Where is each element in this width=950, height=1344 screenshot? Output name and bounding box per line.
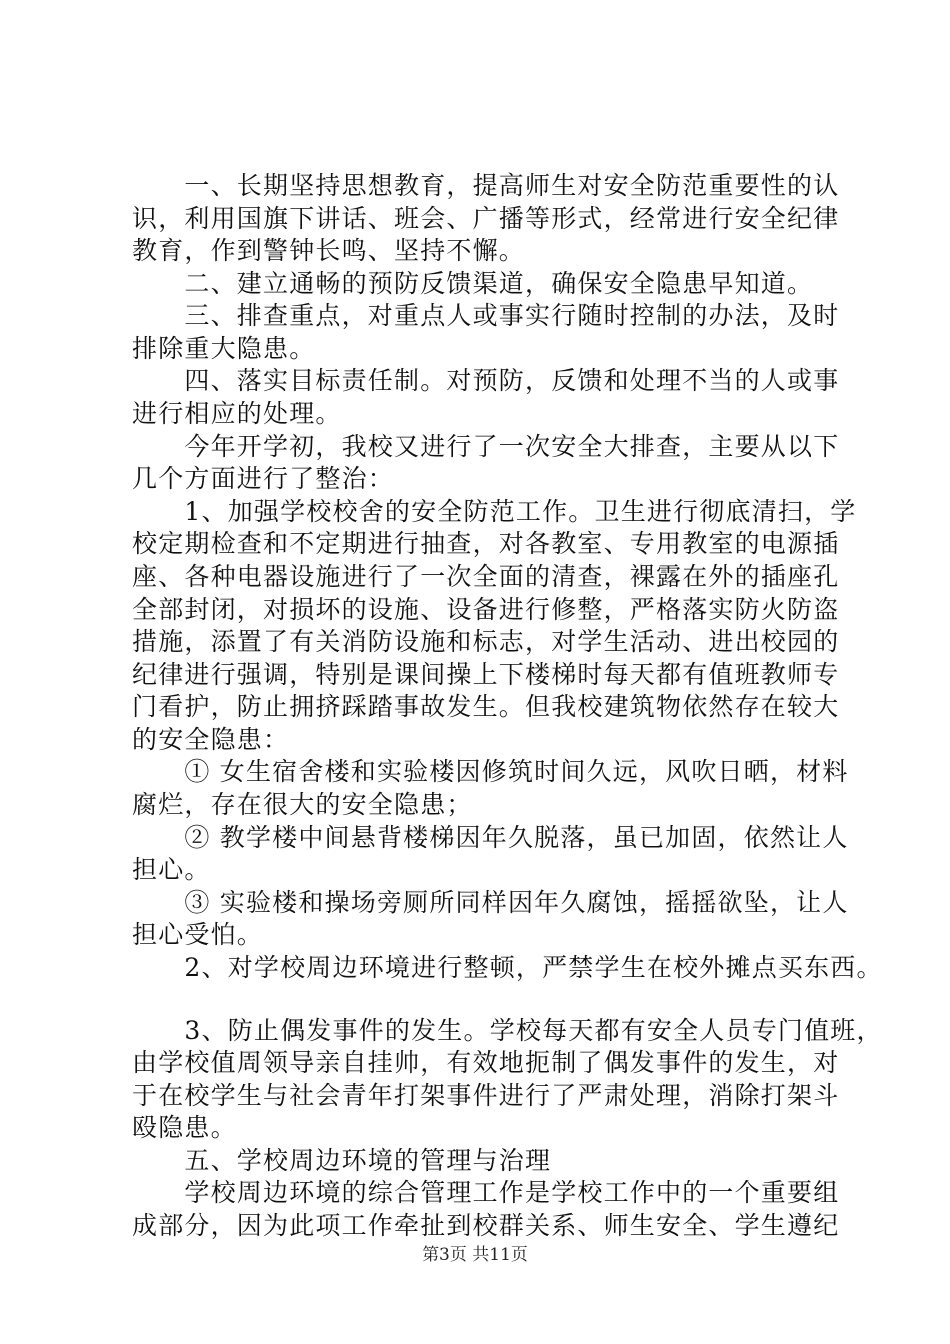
page-footer: 第3页 共11页 (422, 1245, 528, 1265)
text-line: 四、落实目标责任制。对预防，反馈和处理不当的人或事 (132, 366, 840, 395)
text-line: 由学校值周领导亲自挂帅，有效地扼制了偶发事件的发生，对 (132, 1048, 840, 1077)
text-line: 成部分，因为此项工作牵扯到校群关系、师生安全、学生遵纪 (132, 1211, 840, 1240)
text-line: 殴隐患。 (132, 1113, 237, 1142)
text-line: 2、对学校周边环境进行整顿，严禁学生在校外摊点买东西。 (132, 953, 883, 982)
text-line: 今年开学初，我校又进行了一次安全大排查，主要从以下 (132, 432, 840, 461)
text-line: 纪律进行强调，特别是课间操上下楼梯时每天都有值班教师专 (132, 660, 840, 689)
text-line: 门看护，防止拥挤踩踏事故发生。但我校建筑物依然存在较大 (132, 692, 840, 721)
text-line: ① 女生宿舍楼和实验楼因修筑时间久远，风吹日晒，材料 (132, 757, 849, 786)
text-line: 全部封闭，对损坏的设施、设备进行修整，严格落实防火防盗 (132, 595, 840, 624)
text-line: 于在校学生与社会青年打架事件进行了严肃处理，消除打架斗 (132, 1081, 840, 1110)
text-line: 校定期检查和不定期进行抽查，对各教室、专用教室的电源插 (132, 529, 840, 558)
text-line: 的安全隐患： (132, 725, 290, 754)
text-line: 一、长期坚持思想教育，提高师生对安全防范重要性的认 (132, 171, 840, 200)
text-line: 担心。 (132, 855, 211, 884)
text-line: 三、排查重点，对重点人或事实行随时控制的办法，及时 (132, 301, 840, 330)
text-line: 排除重大隐患。 (132, 334, 316, 363)
text-line: 学校周边环境的综合管理工作是学校工作中的一个重要组 (132, 1178, 840, 1207)
text-line: 进行相应的处理。 (132, 399, 342, 428)
text-line: 二、建立通畅的预防反馈渠道，确保安全隐患早知道。 (132, 269, 814, 298)
text-line: 几个方面进行了整治： (132, 464, 395, 493)
text-line: 识，利用国旗下讲话、班会、广播等形式，经常进行安全纪律 (132, 204, 840, 233)
text-line: 措施，添置了有关消防设施和标志，对学生活动、进出校园的 (132, 627, 840, 656)
text-line: 座、各种电器设施进行了一次全面的清查，裸露在外的插座孔 (132, 562, 840, 591)
text-line: 腐烂，存在很大的安全隐患； (132, 790, 473, 819)
text-line: 1、加强学校校舍的安全防范工作。卫生进行彻底清扫，学 (132, 497, 857, 526)
text-line: ② 教学楼中间悬背楼梯因年久脱落，虽已加固，依然让人 (132, 823, 849, 852)
text-line: 五、学校周边环境的管理与治理 (132, 1146, 552, 1175)
text-line: 教育，作到警钟长鸣、坚持不懈。 (132, 236, 526, 265)
text-line: 担心受怕。 (132, 920, 264, 949)
text-line: 3、防止偶发事件的发生。学校每天都有安全人员专门值班， (132, 1016, 883, 1045)
text-line: ③ 实验楼和操场旁厕所同样因年久腐蚀，摇摇欲坠，让人 (132, 888, 849, 917)
